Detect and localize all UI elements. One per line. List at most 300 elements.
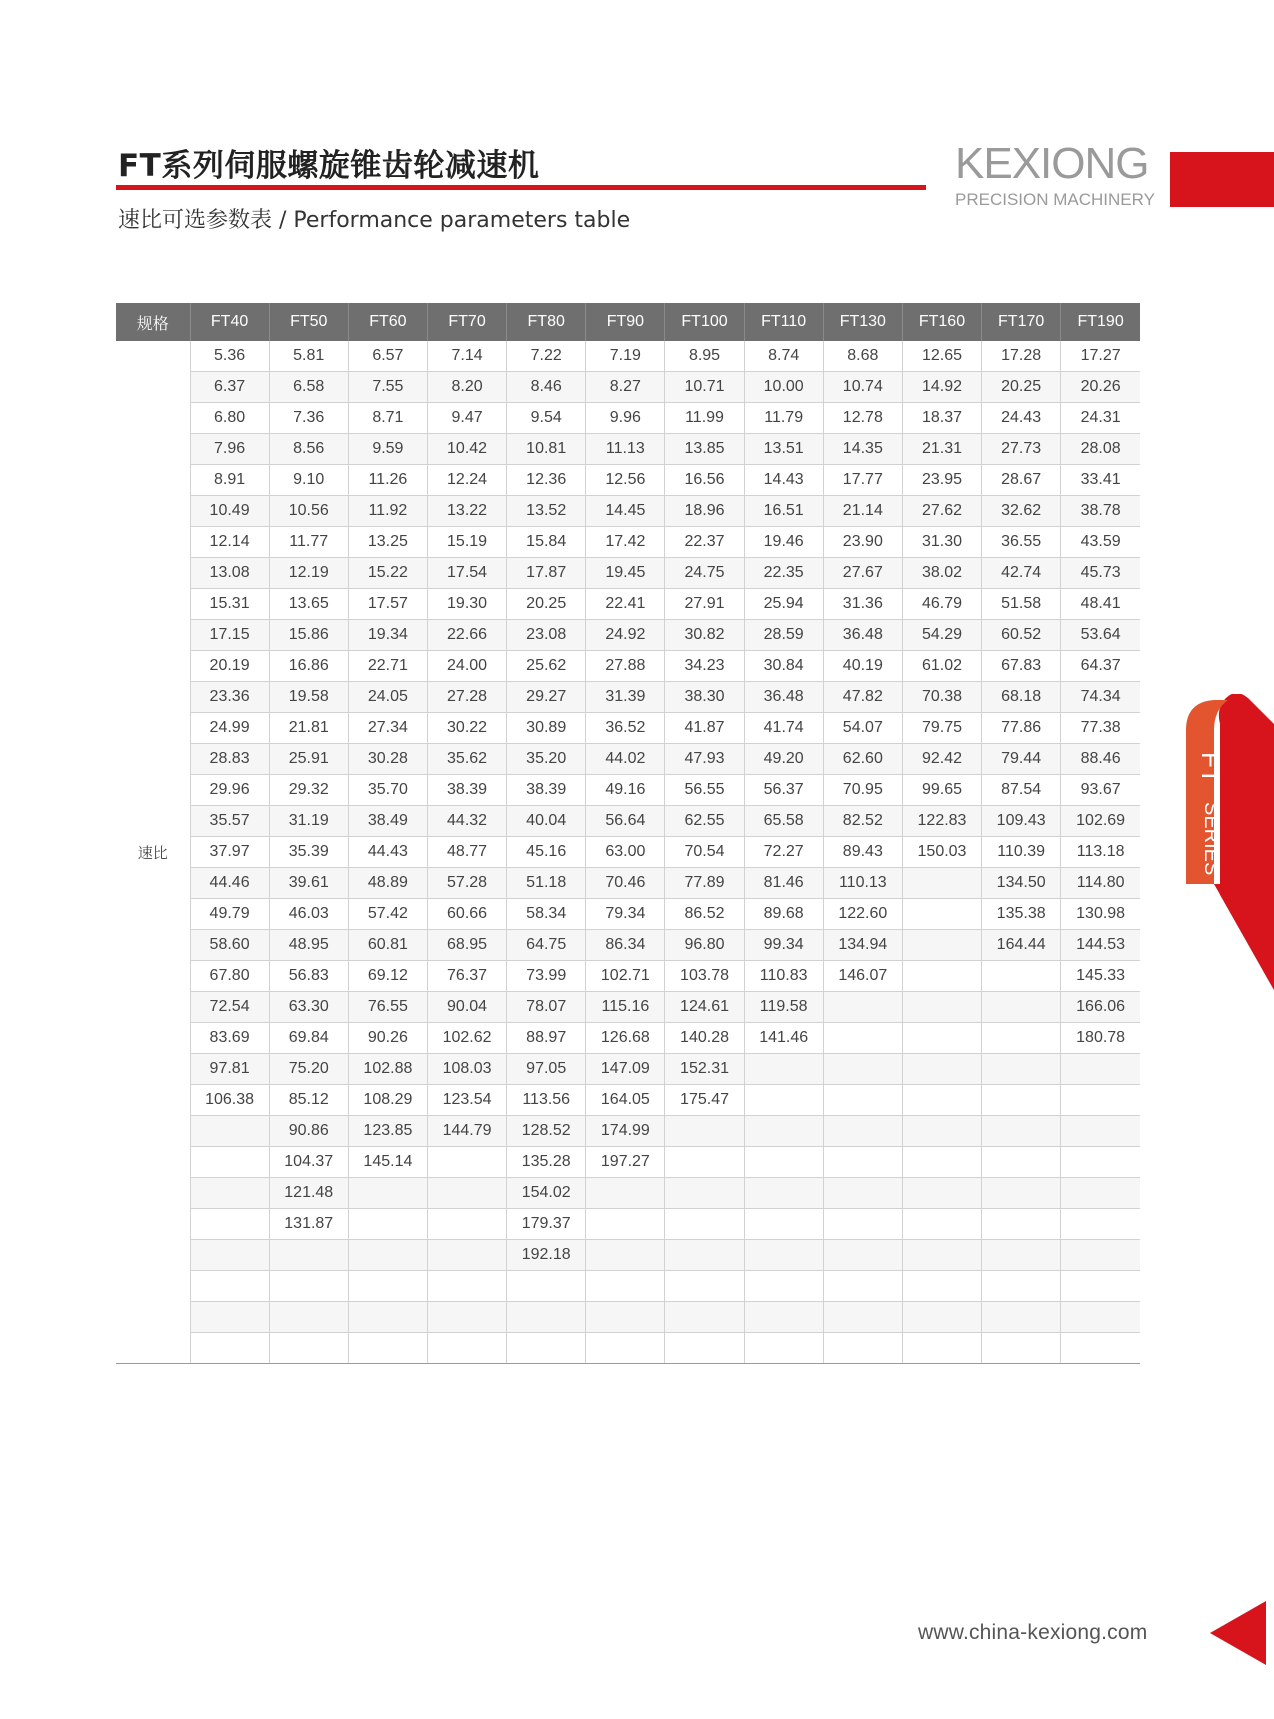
table-cell: 16.86 bbox=[269, 651, 348, 682]
brand-name: KEXIONG bbox=[955, 139, 1149, 188]
table-cell: 99.65 bbox=[902, 775, 981, 806]
table-cell: 9.54 bbox=[507, 403, 586, 434]
table-row bbox=[116, 527, 1140, 558]
table-cell: 27.67 bbox=[823, 558, 902, 589]
table-cell: 60.52 bbox=[982, 620, 1061, 651]
table-cell: 25.91 bbox=[269, 744, 348, 775]
table-cell: 64.75 bbox=[507, 930, 586, 961]
table-cell: 53.64 bbox=[1061, 620, 1140, 651]
table-cell: 89.68 bbox=[744, 899, 823, 930]
table-cell: 22.66 bbox=[427, 620, 506, 651]
table-row bbox=[116, 1147, 1140, 1178]
header-spec-label: 规格 bbox=[116, 303, 190, 341]
table-cell: 42.74 bbox=[982, 558, 1061, 589]
table-row bbox=[116, 651, 1140, 682]
table-cell bbox=[744, 1271, 823, 1302]
table-cell bbox=[902, 1085, 981, 1116]
table-cell: 10.49 bbox=[190, 496, 269, 527]
table-cell: 49.20 bbox=[744, 744, 823, 775]
table-cell bbox=[190, 1240, 269, 1271]
table-cell bbox=[190, 1302, 269, 1333]
table-cell: 15.84 bbox=[507, 527, 586, 558]
table-cell: 30.89 bbox=[507, 713, 586, 744]
table-cell bbox=[982, 1023, 1061, 1054]
table-cell: 86.34 bbox=[586, 930, 665, 961]
table-cell bbox=[823, 1178, 902, 1209]
table-cell: 33.41 bbox=[1061, 465, 1140, 496]
table-cell: 7.55 bbox=[348, 372, 427, 403]
table-cell: 36.48 bbox=[823, 620, 902, 651]
table-cell bbox=[427, 1209, 506, 1240]
row-label-ratio: 速比 bbox=[116, 341, 190, 1364]
table-cell: 6.37 bbox=[190, 372, 269, 403]
header-ft90: FT90 bbox=[586, 303, 665, 341]
table-cell: 12.24 bbox=[427, 465, 506, 496]
table-cell bbox=[744, 1302, 823, 1333]
table-cell: 31.36 bbox=[823, 589, 902, 620]
table-cell bbox=[823, 1023, 902, 1054]
table-cell: 85.12 bbox=[269, 1085, 348, 1116]
table-cell: 8.27 bbox=[586, 372, 665, 403]
table-cell bbox=[269, 1240, 348, 1271]
table-cell bbox=[1061, 1054, 1140, 1085]
table-cell: 11.26 bbox=[348, 465, 427, 496]
table-cell: 14.45 bbox=[586, 496, 665, 527]
table-cell: 23.36 bbox=[190, 682, 269, 713]
table-cell: 60.81 bbox=[348, 930, 427, 961]
table-cell bbox=[744, 1240, 823, 1271]
table-cell bbox=[823, 1085, 902, 1116]
table-cell bbox=[269, 1333, 348, 1364]
table-cell: 70.95 bbox=[823, 775, 902, 806]
table-cell: 38.39 bbox=[507, 775, 586, 806]
table-cell: 12.19 bbox=[269, 558, 348, 589]
table-cell: 109.43 bbox=[982, 806, 1061, 837]
table-cell: 20.25 bbox=[507, 589, 586, 620]
table-cell: 67.83 bbox=[982, 651, 1061, 682]
table-cell: 103.78 bbox=[665, 961, 744, 992]
table-cell: 54.07 bbox=[823, 713, 902, 744]
table-cell: 179.37 bbox=[507, 1209, 586, 1240]
table-cell bbox=[348, 1178, 427, 1209]
table-cell bbox=[665, 1178, 744, 1209]
table-cell bbox=[190, 1178, 269, 1209]
table-cell: 123.54 bbox=[427, 1085, 506, 1116]
table-cell: 6.80 bbox=[190, 403, 269, 434]
table-cell: 54.29 bbox=[902, 620, 981, 651]
table-row bbox=[116, 1054, 1140, 1085]
table-row bbox=[116, 1271, 1140, 1302]
table-cell: 22.41 bbox=[586, 589, 665, 620]
table-cell: 29.27 bbox=[507, 682, 586, 713]
table-cell: 13.25 bbox=[348, 527, 427, 558]
table-row bbox=[116, 558, 1140, 589]
table-cell: 70.54 bbox=[665, 837, 744, 868]
table-cell: 17.42 bbox=[586, 527, 665, 558]
table-cell: 108.03 bbox=[427, 1054, 506, 1085]
table-cell bbox=[507, 1271, 586, 1302]
table-cell: 14.92 bbox=[902, 372, 981, 403]
table-cell: 77.86 bbox=[982, 713, 1061, 744]
side-tab-word: SERIES bbox=[1200, 802, 1222, 876]
table-cell: 64.37 bbox=[1061, 651, 1140, 682]
table-cell bbox=[982, 1178, 1061, 1209]
table-cell bbox=[902, 930, 981, 961]
table-cell: 44.02 bbox=[586, 744, 665, 775]
table-cell: 77.89 bbox=[665, 868, 744, 899]
table-cell bbox=[269, 1271, 348, 1302]
header-ft190: FT190 bbox=[1061, 303, 1140, 341]
table-cell: 38.49 bbox=[348, 806, 427, 837]
table-cell: 43.59 bbox=[1061, 527, 1140, 558]
table-cell: 145.14 bbox=[348, 1147, 427, 1178]
header-ft50: FT50 bbox=[269, 303, 348, 341]
table-cell: 73.99 bbox=[507, 961, 586, 992]
table-cell: 72.27 bbox=[744, 837, 823, 868]
table-cell: 96.80 bbox=[665, 930, 744, 961]
table-cell: 27.34 bbox=[348, 713, 427, 744]
table-cell bbox=[665, 1240, 744, 1271]
table-cell: 7.14 bbox=[427, 341, 506, 372]
table-cell: 40.19 bbox=[823, 651, 902, 682]
header-ft70: FT70 bbox=[427, 303, 506, 341]
table-cell: 10.42 bbox=[427, 434, 506, 465]
table-cell: 75.20 bbox=[269, 1054, 348, 1085]
table-cell: 7.19 bbox=[586, 341, 665, 372]
table-cell bbox=[348, 1271, 427, 1302]
table-cell bbox=[190, 1209, 269, 1240]
table-cell: 102.88 bbox=[348, 1054, 427, 1085]
table-cell: 51.18 bbox=[507, 868, 586, 899]
table-cell bbox=[902, 1302, 981, 1333]
table-cell: 57.28 bbox=[427, 868, 506, 899]
header-ft160: FT160 bbox=[902, 303, 981, 341]
table-cell: 8.95 bbox=[665, 341, 744, 372]
table-cell: 46.03 bbox=[269, 899, 348, 930]
table-cell: 135.28 bbox=[507, 1147, 586, 1178]
table-cell bbox=[902, 899, 981, 930]
table-cell: 61.02 bbox=[902, 651, 981, 682]
table-cell: 45.73 bbox=[1061, 558, 1140, 589]
table-cell: 44.32 bbox=[427, 806, 506, 837]
table-cell: 18.96 bbox=[665, 496, 744, 527]
table-cell: 13.65 bbox=[269, 589, 348, 620]
table-cell: 21.14 bbox=[823, 496, 902, 527]
table-cell bbox=[427, 1240, 506, 1271]
table-cell: 8.91 bbox=[190, 465, 269, 496]
table-cell: 18.37 bbox=[902, 403, 981, 434]
table-cell: 8.68 bbox=[823, 341, 902, 372]
table-cell bbox=[982, 1302, 1061, 1333]
table-cell: 7.36 bbox=[269, 403, 348, 434]
table-cell: 56.55 bbox=[665, 775, 744, 806]
header-ft40: FT40 bbox=[190, 303, 269, 341]
table-cell bbox=[507, 1302, 586, 1333]
table-cell: 70.38 bbox=[902, 682, 981, 713]
table-cell: 28.08 bbox=[1061, 434, 1140, 465]
table-cell: 13.08 bbox=[190, 558, 269, 589]
table-cell: 8.20 bbox=[427, 372, 506, 403]
table-cell: 30.82 bbox=[665, 620, 744, 651]
table-row bbox=[116, 868, 1140, 899]
table-cell bbox=[744, 1147, 823, 1178]
table-cell: 102.69 bbox=[1061, 806, 1140, 837]
table-cell: 27.88 bbox=[586, 651, 665, 682]
table-row bbox=[116, 1023, 1140, 1054]
table-cell: 128.52 bbox=[507, 1116, 586, 1147]
table-cell bbox=[507, 1333, 586, 1364]
table-cell: 19.46 bbox=[744, 527, 823, 558]
table-cell bbox=[823, 992, 902, 1023]
table-cell bbox=[1061, 1178, 1140, 1209]
table-cell: 35.70 bbox=[348, 775, 427, 806]
table-cell: 47.82 bbox=[823, 682, 902, 713]
table-cell: 10.81 bbox=[507, 434, 586, 465]
table-cell: 12.65 bbox=[902, 341, 981, 372]
table-cell: 8.71 bbox=[348, 403, 427, 434]
table-cell: 74.34 bbox=[1061, 682, 1140, 713]
table-cell bbox=[586, 1271, 665, 1302]
table-cell: 27.28 bbox=[427, 682, 506, 713]
table-cell: 34.23 bbox=[665, 651, 744, 682]
table-cell: 113.18 bbox=[1061, 837, 1140, 868]
table-cell: 14.35 bbox=[823, 434, 902, 465]
ratio-table bbox=[116, 303, 1140, 1364]
table-cell: 90.26 bbox=[348, 1023, 427, 1054]
table-cell: 130.98 bbox=[1061, 899, 1140, 930]
table-row bbox=[116, 403, 1140, 434]
table-cell: 20.26 bbox=[1061, 372, 1140, 403]
table-cell bbox=[665, 1209, 744, 1240]
table-cell bbox=[902, 1271, 981, 1302]
table-cell: 110.13 bbox=[823, 868, 902, 899]
table-cell: 9.59 bbox=[348, 434, 427, 465]
table-cell: 11.92 bbox=[348, 496, 427, 527]
table-cell bbox=[1061, 1209, 1140, 1240]
table-cell: 131.87 bbox=[269, 1209, 348, 1240]
table-cell: 13.22 bbox=[427, 496, 506, 527]
table-cell: 104.37 bbox=[269, 1147, 348, 1178]
table-cell bbox=[902, 1333, 981, 1364]
table-cell: 110.39 bbox=[982, 837, 1061, 868]
table-cell: 81.46 bbox=[744, 868, 823, 899]
footer-website[interactable]: www.china-kexiong.com bbox=[918, 1621, 1148, 1644]
table-row bbox=[116, 682, 1140, 713]
table-cell: 68.18 bbox=[982, 682, 1061, 713]
table-cell bbox=[982, 1085, 1061, 1116]
table-cell: 24.75 bbox=[665, 558, 744, 589]
table-cell: 23.08 bbox=[507, 620, 586, 651]
table-cell bbox=[982, 1147, 1061, 1178]
table-cell bbox=[427, 1302, 506, 1333]
table-cell: 27.62 bbox=[902, 496, 981, 527]
table-cell bbox=[902, 1209, 981, 1240]
table-cell: 39.61 bbox=[269, 868, 348, 899]
table-cell: 123.85 bbox=[348, 1116, 427, 1147]
table-cell: 35.57 bbox=[190, 806, 269, 837]
table-cell: 27.91 bbox=[665, 589, 744, 620]
page-title: FT系列伺服螺旋锥齿轮减速机 bbox=[118, 148, 540, 184]
table-cell bbox=[982, 1116, 1061, 1147]
brand-logo bbox=[955, 140, 1165, 210]
table-cell: 6.58 bbox=[269, 372, 348, 403]
table-cell: 89.43 bbox=[823, 837, 902, 868]
table-cell bbox=[902, 1178, 981, 1209]
table-cell: 14.43 bbox=[744, 465, 823, 496]
table-cell: 76.37 bbox=[427, 961, 506, 992]
table-cell: 11.79 bbox=[744, 403, 823, 434]
table-cell: 110.83 bbox=[744, 961, 823, 992]
table-cell: 166.06 bbox=[1061, 992, 1140, 1023]
table-cell bbox=[586, 1333, 665, 1364]
table-row bbox=[116, 496, 1140, 527]
table-cell: 70.46 bbox=[586, 868, 665, 899]
table-cell bbox=[665, 1302, 744, 1333]
table-row bbox=[116, 434, 1140, 465]
table-row bbox=[116, 589, 1140, 620]
table-cell: 10.00 bbox=[744, 372, 823, 403]
table-cell: 25.94 bbox=[744, 589, 823, 620]
table-cell: 108.29 bbox=[348, 1085, 427, 1116]
corner-accent-block bbox=[1170, 152, 1274, 207]
table-cell: 20.19 bbox=[190, 651, 269, 682]
table-cell: 154.02 bbox=[507, 1178, 586, 1209]
table-cell: 32.62 bbox=[982, 496, 1061, 527]
table-cell: 35.20 bbox=[507, 744, 586, 775]
table-cell bbox=[982, 1333, 1061, 1364]
table-cell: 140.28 bbox=[665, 1023, 744, 1054]
table-cell: 17.28 bbox=[982, 341, 1061, 372]
table-cell: 83.69 bbox=[190, 1023, 269, 1054]
table-cell: 11.13 bbox=[586, 434, 665, 465]
table-cell: 16.51 bbox=[744, 496, 823, 527]
table-cell: 25.62 bbox=[507, 651, 586, 682]
table-cell bbox=[586, 1240, 665, 1271]
table-cell: 152.31 bbox=[665, 1054, 744, 1085]
table-cell: 38.78 bbox=[1061, 496, 1140, 527]
brand-tagline: PRECISION MACHINERY bbox=[955, 190, 1155, 209]
table-cell: 78.07 bbox=[507, 992, 586, 1023]
table-cell: 31.30 bbox=[902, 527, 981, 558]
table-cell bbox=[1061, 1240, 1140, 1271]
table-row bbox=[116, 372, 1140, 403]
table-cell: 10.74 bbox=[823, 372, 902, 403]
table-cell: 44.46 bbox=[190, 868, 269, 899]
table-row bbox=[116, 1209, 1140, 1240]
table-cell bbox=[982, 1271, 1061, 1302]
table-cell: 49.79 bbox=[190, 899, 269, 930]
header-ft100: FT100 bbox=[665, 303, 744, 341]
table-cell: 19.58 bbox=[269, 682, 348, 713]
table-row bbox=[116, 930, 1140, 961]
table-cell: 15.86 bbox=[269, 620, 348, 651]
table-cell: 86.52 bbox=[665, 899, 744, 930]
table-cell: 9.96 bbox=[586, 403, 665, 434]
table-cell bbox=[823, 1209, 902, 1240]
table-cell: 164.44 bbox=[982, 930, 1061, 961]
table-cell: 48.95 bbox=[269, 930, 348, 961]
table-cell bbox=[744, 1054, 823, 1085]
table-cell bbox=[982, 992, 1061, 1023]
header-ft130: FT130 bbox=[823, 303, 902, 341]
table-cell: 30.28 bbox=[348, 744, 427, 775]
table-cell: 88.97 bbox=[507, 1023, 586, 1054]
table-row bbox=[116, 341, 1140, 372]
table-cell bbox=[1061, 1333, 1140, 1364]
table-cell: 31.19 bbox=[269, 806, 348, 837]
table-cell: 62.60 bbox=[823, 744, 902, 775]
table-cell bbox=[902, 1147, 981, 1178]
table-cell bbox=[902, 961, 981, 992]
table-cell: 12.36 bbox=[507, 465, 586, 496]
table-cell: 67.80 bbox=[190, 961, 269, 992]
table-cell: 48.77 bbox=[427, 837, 506, 868]
table-cell bbox=[269, 1302, 348, 1333]
table-cell: 15.19 bbox=[427, 527, 506, 558]
table-cell: 5.81 bbox=[269, 341, 348, 372]
table-cell: 119.58 bbox=[744, 992, 823, 1023]
table-cell: 147.09 bbox=[586, 1054, 665, 1085]
table-cell: 38.30 bbox=[665, 682, 744, 713]
table-cell: 58.60 bbox=[190, 930, 269, 961]
table-cell: 29.96 bbox=[190, 775, 269, 806]
table-cell: 56.64 bbox=[586, 806, 665, 837]
table-cell bbox=[902, 992, 981, 1023]
table-cell: 46.79 bbox=[902, 589, 981, 620]
table-cell bbox=[427, 1147, 506, 1178]
table-cell bbox=[744, 1178, 823, 1209]
table-cell: 20.25 bbox=[982, 372, 1061, 403]
table-cell bbox=[348, 1333, 427, 1364]
table-cell: 8.46 bbox=[507, 372, 586, 403]
table-cell: 28.59 bbox=[744, 620, 823, 651]
table-row bbox=[116, 1116, 1140, 1147]
table-cell: 10.56 bbox=[269, 496, 348, 527]
table-row bbox=[116, 899, 1140, 930]
table-cell: 79.34 bbox=[586, 899, 665, 930]
table-cell: 24.31 bbox=[1061, 403, 1140, 434]
table-cell: 60.66 bbox=[427, 899, 506, 930]
table-cell bbox=[1061, 1271, 1140, 1302]
table-cell: 19.30 bbox=[427, 589, 506, 620]
table-cell: 114.80 bbox=[1061, 868, 1140, 899]
table-cell: 69.84 bbox=[269, 1023, 348, 1054]
table-cell: 24.43 bbox=[982, 403, 1061, 434]
table-row bbox=[116, 1178, 1140, 1209]
table-cell: 97.81 bbox=[190, 1054, 269, 1085]
table-cell: 22.37 bbox=[665, 527, 744, 558]
table-cell: 30.84 bbox=[744, 651, 823, 682]
table-cell: 12.78 bbox=[823, 403, 902, 434]
table-cell: 24.05 bbox=[348, 682, 427, 713]
table-cell: 29.32 bbox=[269, 775, 348, 806]
page-arrow-icon[interactable] bbox=[1210, 1601, 1266, 1665]
table-cell: 164.05 bbox=[586, 1085, 665, 1116]
table-cell bbox=[1061, 1116, 1140, 1147]
table-cell: 126.68 bbox=[586, 1023, 665, 1054]
table-cell: 51.58 bbox=[982, 589, 1061, 620]
table-cell: 15.31 bbox=[190, 589, 269, 620]
table-cell: 122.60 bbox=[823, 899, 902, 930]
table-cell: 17.27 bbox=[1061, 341, 1140, 372]
table-cell bbox=[982, 1209, 1061, 1240]
table-cell bbox=[665, 1116, 744, 1147]
table-cell: 7.22 bbox=[507, 341, 586, 372]
table-row bbox=[116, 806, 1140, 837]
table-cell: 113.56 bbox=[507, 1085, 586, 1116]
table-cell: 48.41 bbox=[1061, 589, 1140, 620]
table-cell: 115.16 bbox=[586, 992, 665, 1023]
